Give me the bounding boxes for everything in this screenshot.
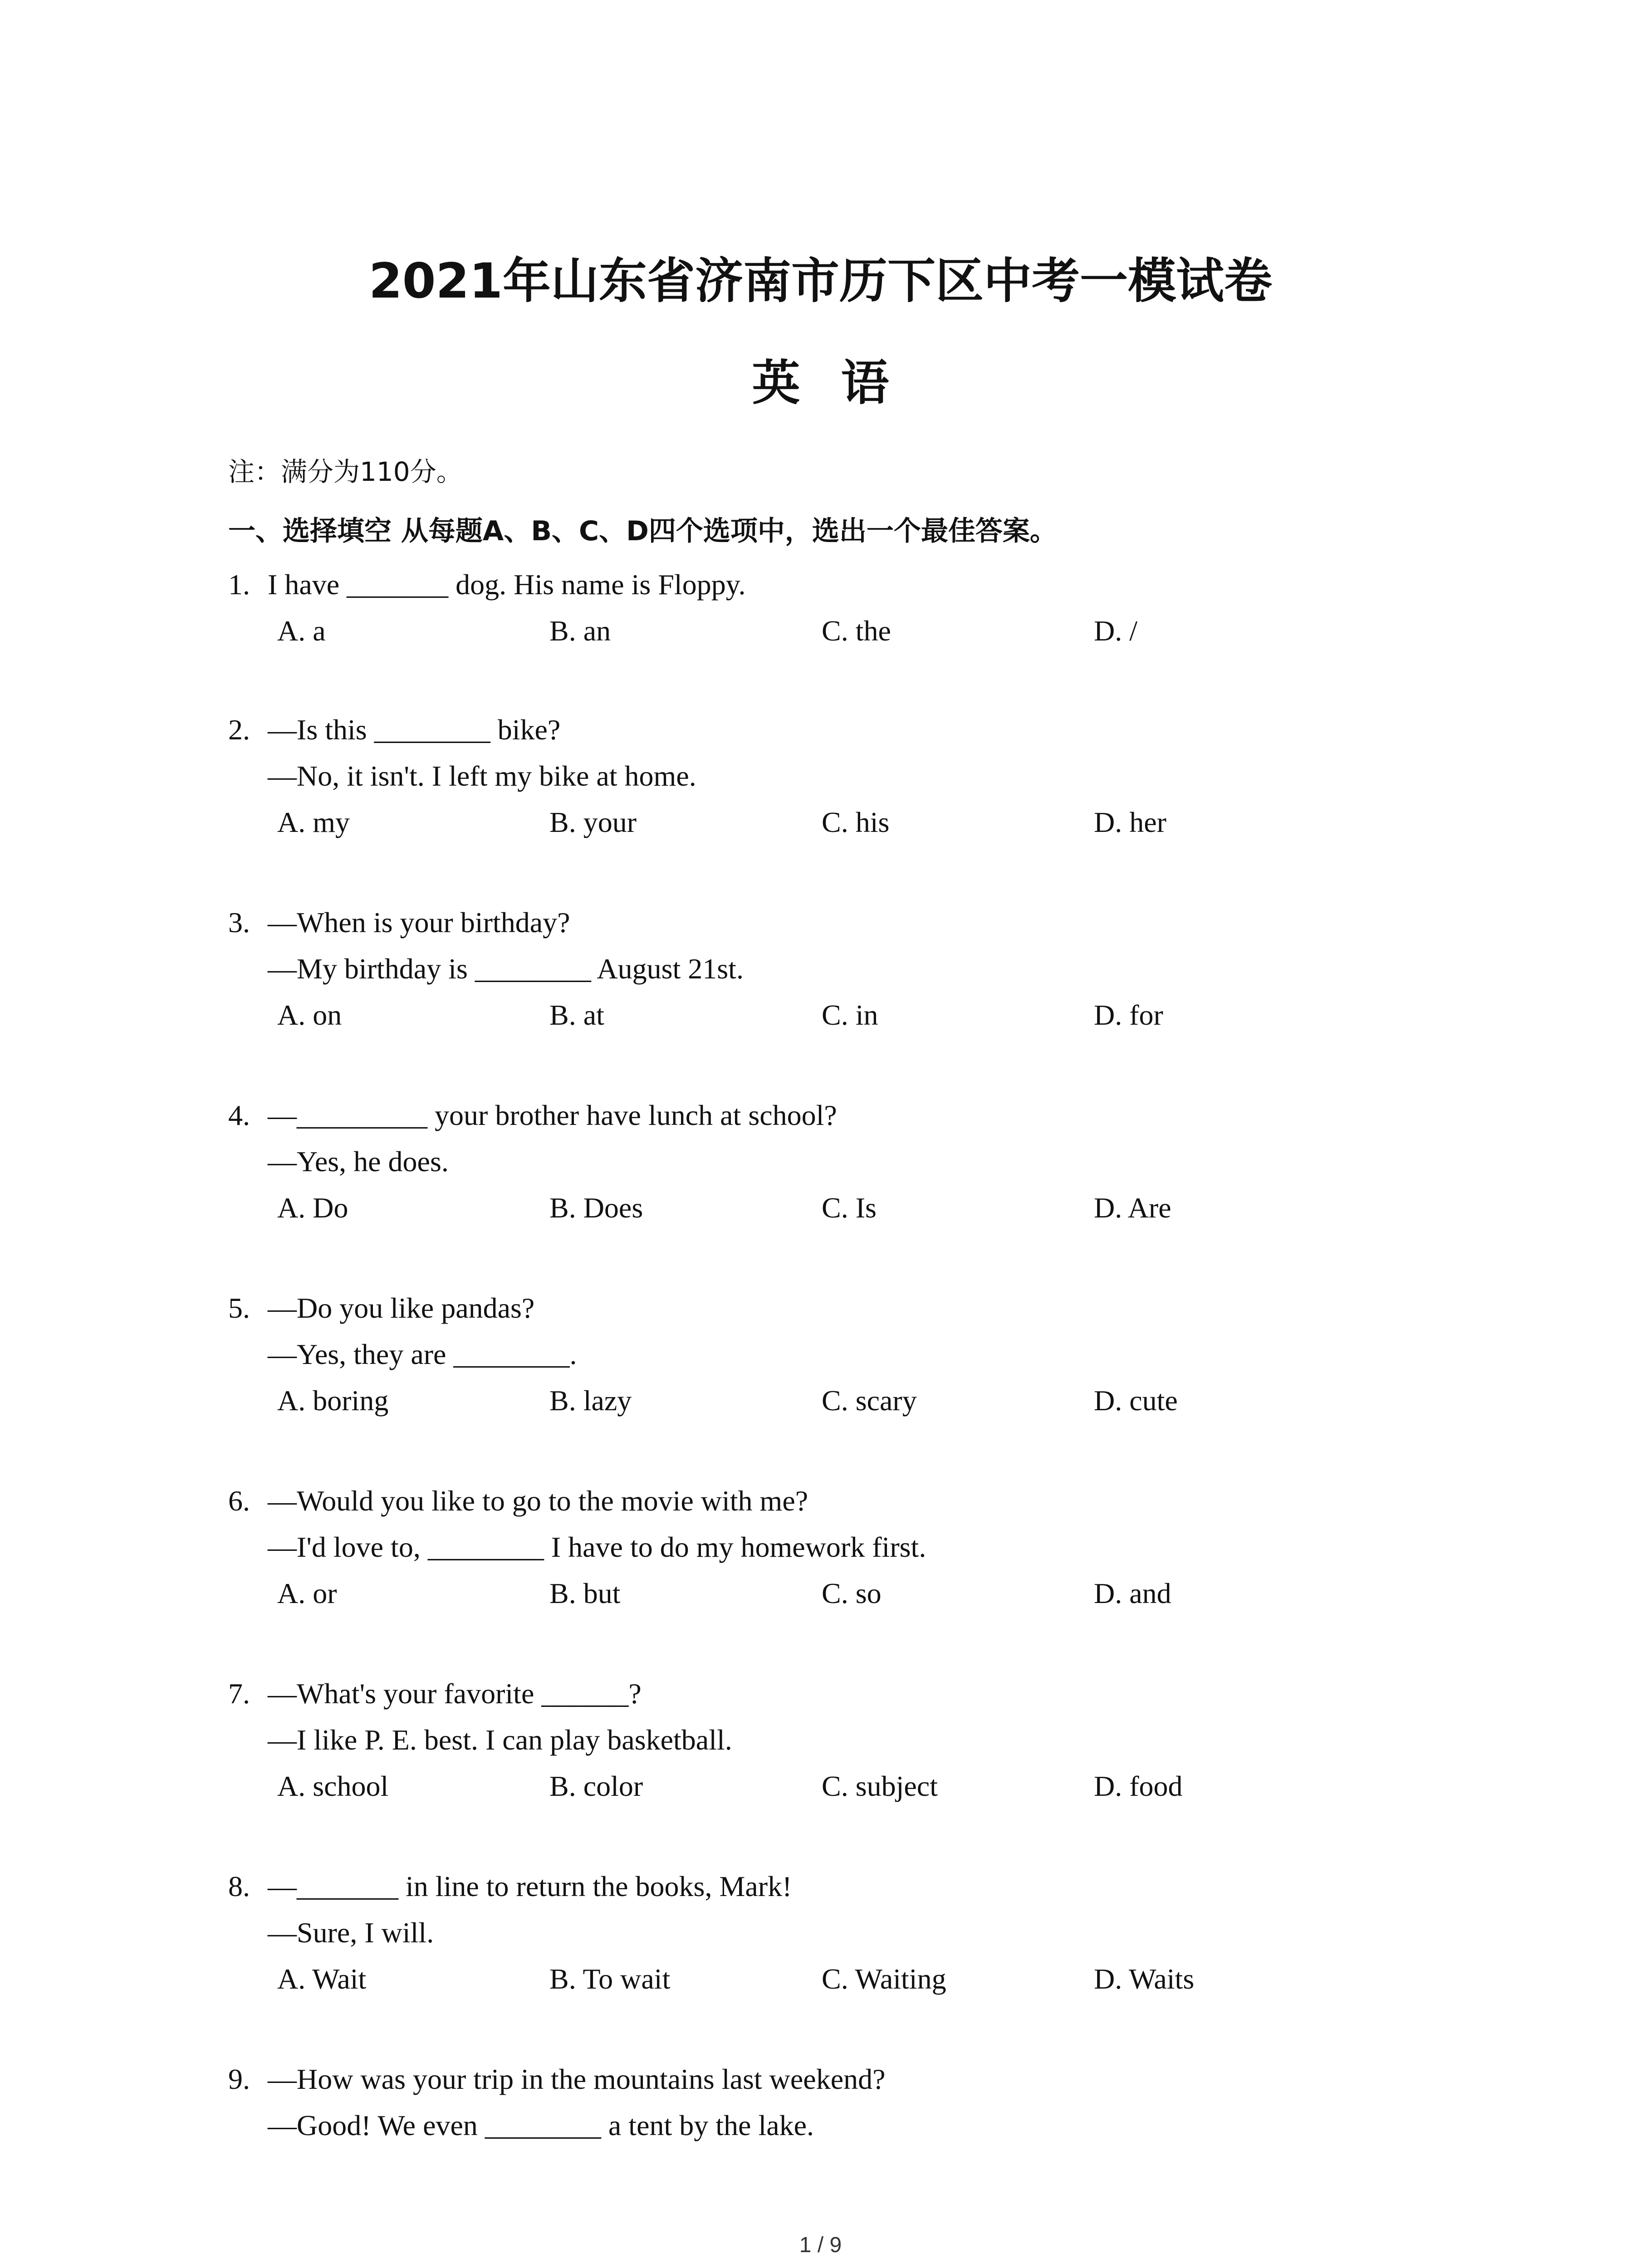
question-1	[228, 562, 1499, 654]
question-text: —My birthday is ________ August 21st.	[268, 953, 744, 985]
question-number: 4.	[228, 1099, 250, 1131]
question-text: —Yes, he does.	[268, 1145, 449, 1178]
question-line	[228, 1285, 1499, 1331]
question-line	[228, 707, 1499, 753]
options-row	[228, 1956, 1499, 2002]
question-line	[228, 1717, 1499, 1763]
options-row	[228, 1378, 1499, 1424]
question-line	[228, 1863, 1499, 1910]
option-b: B. at	[549, 999, 604, 1031]
option-c: C. so	[822, 1577, 882, 1609]
question-line	[228, 899, 1499, 946]
question-text: —_________ your brother have lunch at school?	[268, 1099, 837, 1131]
question-4	[228, 1092, 1499, 1231]
question-text: —Yes, they are ________.	[268, 1338, 577, 1370]
question-line	[228, 1139, 1499, 1185]
question-text: I have _______ dog. His name is Floppy.	[268, 568, 746, 601]
question-line	[228, 1910, 1499, 1956]
question-text: —_______ in line to return the books, Mark!	[268, 1870, 792, 1902]
options-row	[228, 799, 1499, 846]
question-text: —How was your trip in the mountains last weekend?	[268, 2063, 886, 2095]
question-line	[228, 562, 1499, 608]
option-a: A. school	[277, 1770, 389, 1802]
option-a: A. a	[277, 615, 326, 647]
options-row	[228, 608, 1499, 654]
question-2	[228, 707, 1499, 846]
question-line	[228, 1524, 1499, 1570]
question-number: 9.	[228, 2063, 250, 2095]
question-8	[228, 1863, 1499, 2002]
subject-title: 英语	[752, 355, 930, 411]
option-a: A. on	[277, 999, 342, 1031]
question-text: —Sure, I will.	[268, 1916, 434, 1949]
question-line	[228, 2102, 1499, 2149]
question-number: 8.	[228, 1870, 250, 1902]
option-a: A. Wait	[277, 1963, 367, 1995]
question-number: 5.	[228, 1292, 250, 1324]
question-text: —I like P. E. best. I can play basketball.	[268, 1724, 732, 1756]
options-row	[228, 1185, 1499, 1231]
question-text: —What's your favorite ______?	[268, 1677, 642, 1710]
question-7	[228, 1671, 1499, 1809]
option-a: A. boring	[277, 1384, 389, 1417]
question-text: —Good! We even ________ a tent by the lake.	[268, 2109, 814, 2141]
question-9	[228, 2056, 1499, 2149]
score-note: 注：满分为110分。	[228, 456, 463, 487]
options-row	[228, 1570, 1499, 1617]
option-d: D. for	[1094, 999, 1163, 1031]
question-text: —When is your birthday?	[268, 906, 570, 938]
question-text: —I'd love to, ________ I have to do my homework first.	[268, 1531, 926, 1563]
question-line	[228, 1331, 1499, 1378]
option-b: B. your	[549, 806, 637, 838]
option-c: C. his	[822, 806, 890, 838]
option-c: C. scary	[822, 1384, 917, 1417]
option-a: A. Do	[277, 1192, 348, 1224]
question-number: 7.	[228, 1677, 250, 1710]
options-row	[228, 992, 1499, 1038]
question-number: 3.	[228, 906, 250, 938]
option-d: D. /	[1094, 615, 1137, 647]
section-heading: 一、选择填空 从每题A、B、C、D四个选项中，选出一个最佳答案。	[228, 515, 1057, 547]
question-line	[228, 1671, 1499, 1717]
option-a: A. my	[277, 806, 350, 838]
question-text: —No, it isn't. I left my bike at home.	[268, 760, 696, 792]
question-text: —Would you like to go to the movie with me?	[268, 1485, 808, 1517]
question-line	[228, 2056, 1499, 2102]
option-c: C. subject	[822, 1770, 938, 1802]
option-b: B. Does	[549, 1192, 643, 1224]
question-number: 1.	[228, 568, 250, 601]
option-b: B. lazy	[549, 1384, 632, 1417]
option-b: B. To wait	[549, 1963, 671, 1995]
option-d: D. cute	[1094, 1384, 1178, 1417]
question-line	[228, 946, 1499, 992]
question-text: —Do you like pandas?	[268, 1292, 535, 1324]
option-b: B. an	[549, 615, 611, 647]
option-c: C. Is	[822, 1192, 877, 1224]
option-d: D. her	[1094, 806, 1166, 838]
option-d: D. Are	[1094, 1192, 1171, 1224]
question-text: —Is this ________ bike?	[268, 714, 561, 746]
exam-title: 2021年山东省济南市历下区中考一模试卷	[368, 253, 1273, 309]
options-row	[228, 1763, 1499, 1809]
question-6	[228, 1478, 1499, 1617]
option-b: B. color	[549, 1770, 643, 1802]
question-3	[228, 899, 1499, 1038]
question-number: 6.	[228, 1485, 250, 1517]
option-b: B. but	[549, 1577, 621, 1609]
option-d: D. Waits	[1094, 1963, 1195, 1995]
option-c: C. the	[822, 615, 891, 647]
question-line	[228, 1092, 1499, 1139]
question-line	[228, 753, 1499, 799]
option-c: C. in	[822, 999, 878, 1031]
page-number: 1 / 9	[799, 2233, 842, 2257]
option-c: C. Waiting	[822, 1963, 946, 1995]
option-d: D. food	[1094, 1770, 1183, 1802]
question-line	[228, 1478, 1499, 1524]
question-number: 2.	[228, 714, 250, 746]
question-5	[228, 1285, 1499, 1424]
option-a: A. or	[277, 1577, 337, 1609]
option-d: D. and	[1094, 1577, 1171, 1609]
